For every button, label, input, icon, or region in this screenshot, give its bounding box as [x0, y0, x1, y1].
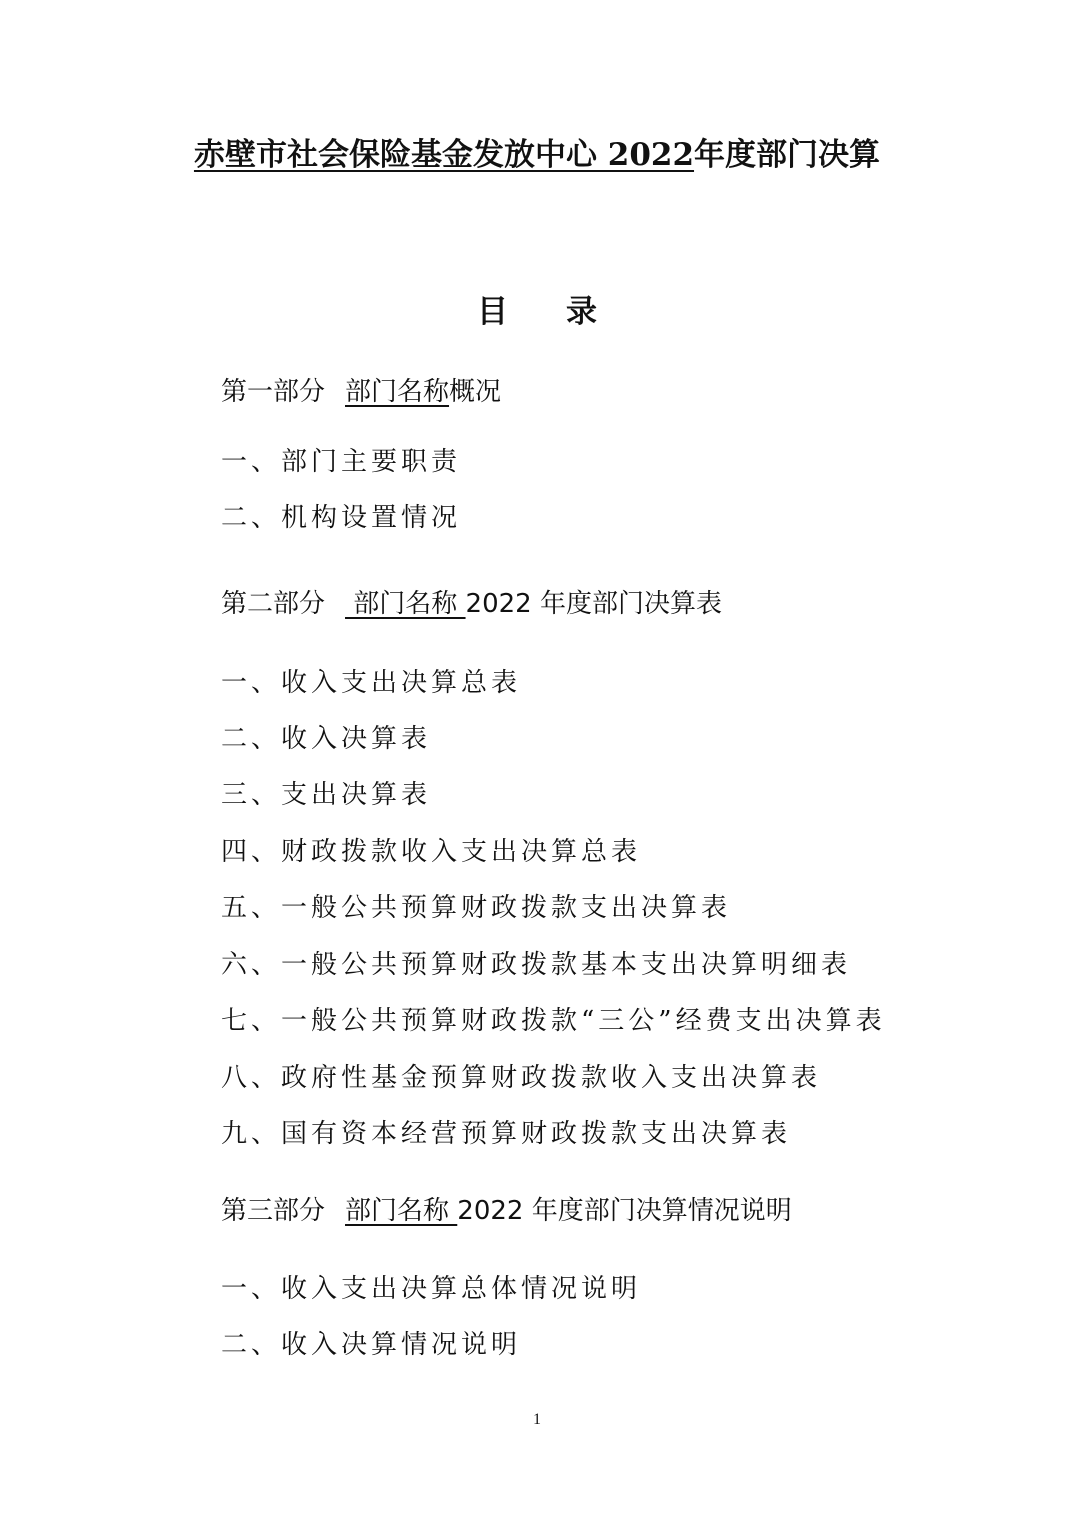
part-label: 第三部分 — [221, 1196, 326, 1226]
part-label: 第一部分 — [221, 377, 326, 407]
toc-item: 三、支出决算表 — [221, 780, 432, 810]
part-department-name: 部门名称 — [345, 589, 466, 619]
toc-heading — [0, 290, 1074, 334]
toc-item: 一、部门主要职责 — [221, 447, 462, 477]
toc-item: 一、收入支出决算总体情况说明 — [221, 1274, 642, 1304]
toc-item: 二、收入决算表 — [221, 724, 432, 754]
part-department-name: 部门名称 — [345, 1196, 458, 1226]
toc-item: 七、一般公共预算财政拨款“三公”经费支出决算表 — [221, 1006, 886, 1036]
toc-item: 六、一般公共预算财政拨款基本支出决算明细表 — [221, 950, 852, 980]
part-suffix: 概况 — [449, 377, 502, 407]
part-3-heading — [221, 1193, 792, 1229]
part-2-heading — [221, 586, 722, 622]
toc-item: 二、机构设置情况 — [221, 503, 462, 533]
toc-item: 二、收入决算情况说明 — [221, 1330, 522, 1360]
document-title-underlined: 赤壁市社会保险基金发放中心 2022 — [193, 137, 695, 173]
part-label: 第二部分 — [221, 589, 326, 619]
toc-item: 四、财政拨款收入支出决算总表 — [221, 837, 642, 867]
toc-item: 八、政府性基金预算财政拨款收入支出决算表 — [221, 1063, 822, 1093]
toc-item: 一、收入支出决算总表 — [221, 668, 522, 698]
page-number: 1 — [533, 1411, 541, 1428]
toc-item: 五、一般公共预算财政拨款支出决算表 — [221, 893, 732, 923]
toc-item: 九、国有资本经营预算财政拨款支出决算表 — [221, 1119, 792, 1149]
part-suffix: 2022 年度部门决算表 — [465, 589, 722, 619]
document-title-rest: 年度部门决算 — [694, 137, 881, 173]
part-1-heading — [221, 374, 501, 410]
part-department-name: 部门名称 — [345, 377, 450, 407]
document-title — [0, 133, 1074, 177]
part-suffix: 2022 年度部门决算情况说明 — [457, 1196, 792, 1226]
toc-heading-char-2: 录 — [566, 294, 597, 330]
toc-heading-char-1: 目 — [477, 294, 508, 330]
